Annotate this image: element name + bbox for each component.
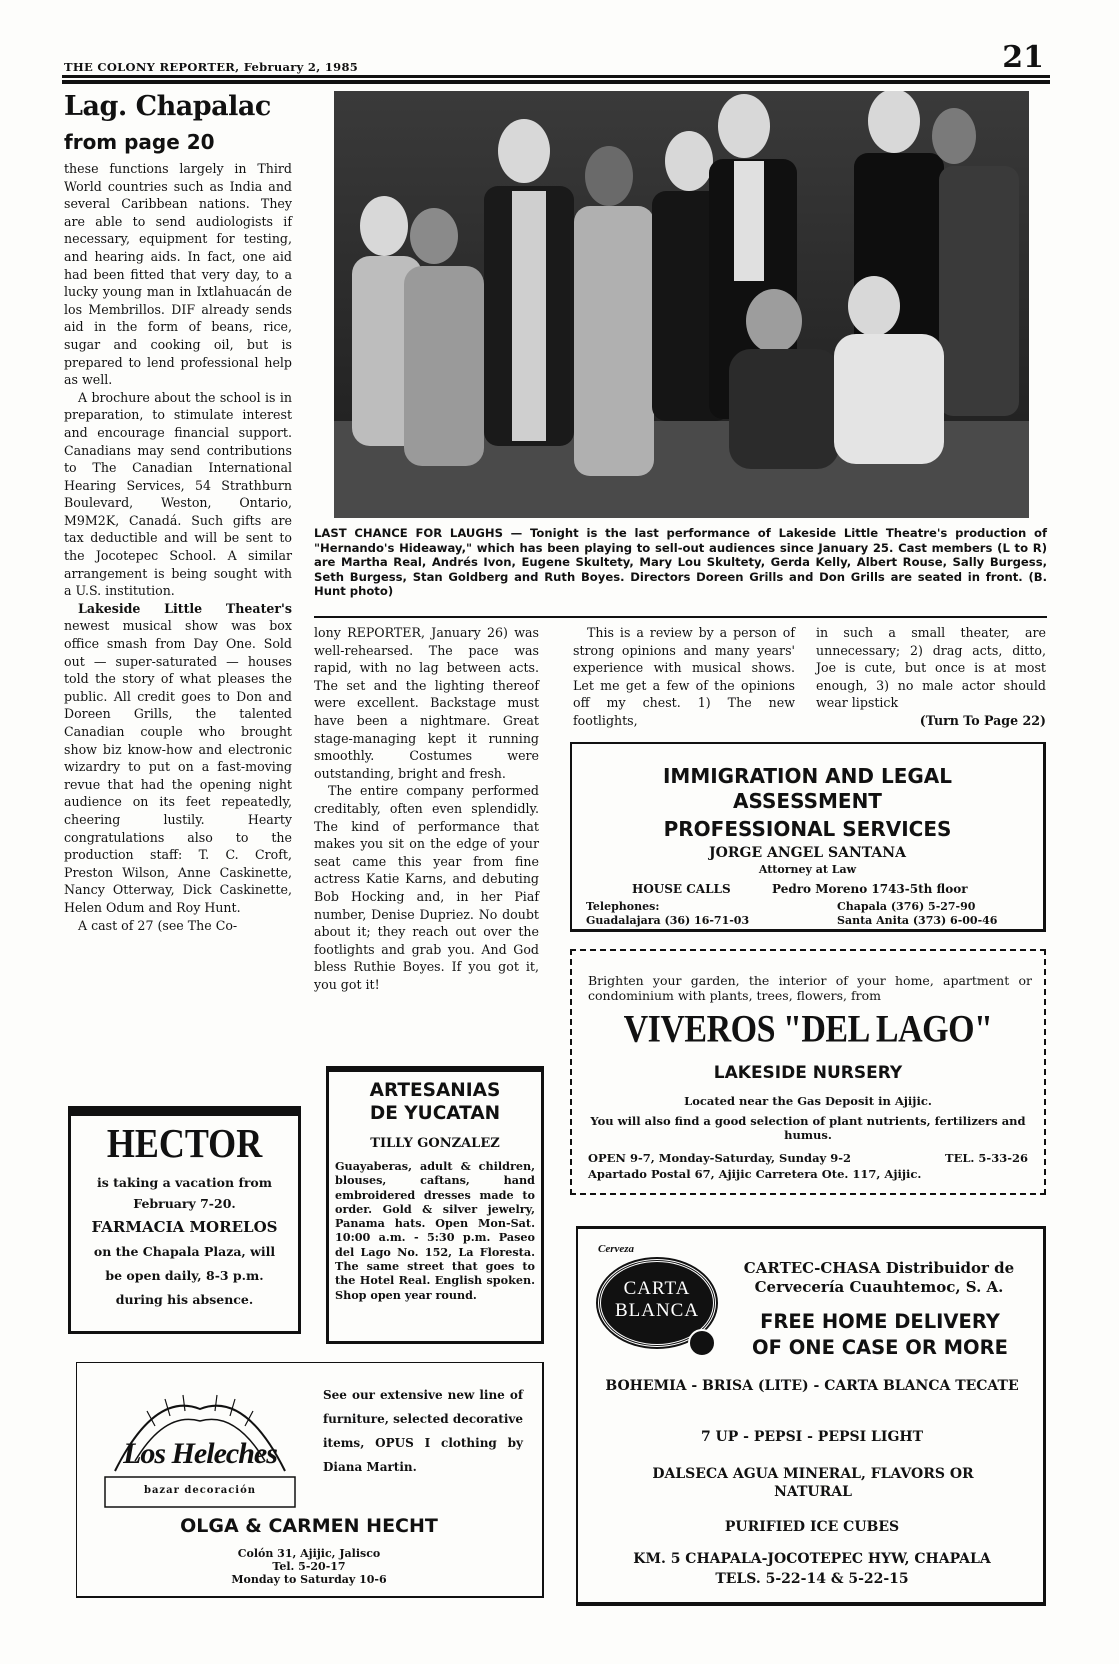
brand-top: Cerveza: [598, 1243, 635, 1255]
heleches-logo: [95, 1381, 305, 1511]
paragraph: lony REPORTER, January 26) was well-rehearsed. The pace was rapid, with no lag between acts. The set and the lighting thereof were excellent. Backstage must have been a nightmare. Great stage-managing kept it running smoothly. Costumes were outstanding, bright and fresh.: [314, 625, 539, 781]
logo-line: CARTA: [623, 1278, 691, 1299]
nursery-subtitle: LAKESIDE NURSERY: [713, 1063, 903, 1083]
heleches-hours: Monday to Saturday 10-6: [231, 1573, 387, 1586]
paragraph: A cast of 27 (see The Co-: [78, 917, 238, 933]
distributor-address: KM. 5 CHAPALA-JOCOTEPEC HYW, CHAPALA: [633, 1551, 991, 1567]
nursery-hours: OPEN 9-7, Monday-Saturday, Sunday 9-2: [588, 1151, 851, 1165]
logo-subtext: bazar decoración: [143, 1485, 257, 1496]
beer-list: BOHEMIA - BRISA (LITE) - CARTA BLANCA TECATE: [605, 1378, 1019, 1394]
logo-text: Los Heleches: [123, 1437, 277, 1470]
ad-hector: [68, 1106, 301, 1334]
attorney-name: JORGE ANGEL SANTANA: [709, 845, 906, 861]
hector-line: February 7-20.: [133, 1196, 236, 1211]
hector-name: HECTOR: [106, 1120, 263, 1166]
header-rule: [62, 75, 1050, 78]
ad-los-heleches: [76, 1362, 544, 1598]
publication-line: THE COLONY REPORTER, February 2, 1985: [64, 60, 359, 74]
paragraph: these functions largely in Third World countries such as India and several Caribbean nations. They are able to send audiologists if necessary, equipment for testing, and hearing aids. In fact, one aid had been fitted that very day, to a lucky young man in Ixtlahuacán de los Membrillos. DIF already sends aid in the form of beans, rice, sugar and cooking oil, but is prepared to lend professional help as well.: [64, 161, 292, 388]
paragraph: newest musical show was box office smash from Day One. Sold out — super-saturated — houses told the story of what pleases the public. All credit goes to Don and Doreen Grills, the talented Canadian couple who brought show biz know-how and electronic wizardry to put on a fast-moving revue that had the opening night audience on its feet repeatedly, cheering lustily. Hearty congratulations also to the production staff: T. C. Croft, Preston Wilson, Anne Caskinette, Nancy Otterway, Dick Caskinette, Helen Odum and Roy Hunt.: [64, 618, 292, 915]
ad-viveros: [570, 949, 1046, 1195]
article-column-1: [64, 160, 292, 934]
ad-title-line: PROFESSIONAL SERVICES: [663, 817, 952, 841]
delivery-line: OF ONE CASE OR MORE: [752, 1336, 1008, 1359]
telephones-label: Telephones:: [586, 900, 660, 913]
ad-immigration: [570, 742, 1046, 932]
nursery-location: Located near the Gas Deposit in Ajijic.: [684, 1094, 932, 1108]
hector-line: during his absence.: [115, 1292, 254, 1307]
ad-title-line: IMMIGRATION AND LEGAL: [662, 764, 953, 788]
continuation-note: (Turn To Page 22): [919, 712, 1046, 728]
paragraph-lead: Lakeside Little Theater's: [78, 600, 292, 616]
logo-line: BLANCA: [614, 1300, 700, 1321]
article-headline: Lag. Chapalac: [64, 91, 271, 122]
crest-icon: [688, 1329, 716, 1357]
delivery-line: FREE HOME DELIVERY: [760, 1310, 1000, 1333]
ad-carta-blanca: [576, 1226, 1046, 1606]
nursery-name: VIVEROS "DEL LAGO": [623, 1008, 993, 1051]
office-address: Pedro Moreno 1743-5th floor: [772, 882, 968, 896]
article-column-4: [816, 624, 1046, 730]
article-subhead: from page 20: [64, 130, 215, 154]
attorney-title: Attorney at Law: [758, 863, 857, 876]
water-list: DALSECA AGUA MINERAL, FLAVORS OR NATURAL: [652, 1466, 974, 1500]
ad-artesanias: [326, 1066, 544, 1344]
photo-caption: [314, 526, 1047, 599]
shop-name-line: DE YUCATAN: [369, 1103, 501, 1124]
shop-owner: TILLY GONZALEZ: [370, 1136, 500, 1151]
hector-line: is taking a vacation from: [97, 1175, 272, 1190]
photo-illustration: [334, 91, 1029, 518]
header-rule-thick: [62, 80, 1050, 84]
caption-text: Tonight is the last performance of Lakeside Little Theatre's production of "Hernando's Hideaway," which has been playing to sell-out audiences since January 25. Cast members (L to R) are Martha Real, Andrés Ivon, Eugene Skultety, Mary Lou Skultety, Gerda Kelly, Albert Rouse, Sally Burgess, Seth Burgess, Stan Goldberg and Ruth Boyes. Directors Doreen Grills and Don Grills are seated in front. (B. Hunt photo): [314, 526, 1047, 599]
distributor-tel: TELS. 5-22-14 & 5-22-15: [715, 1571, 909, 1587]
tel-guadalajara: Guadalajara (36) 16-71-03: [586, 914, 750, 927]
caption-rule: [314, 616, 1047, 618]
soda-list: 7 UP - PEPSI - PEPSI LIGHT: [700, 1429, 924, 1445]
ice-line: PURIFIED ICE CUBES: [724, 1519, 900, 1535]
tel-santa-anita: Santa Anita (373) 6-00-46: [837, 914, 998, 927]
paragraph: A brochure about the school is in preparation, to stimulate interest and encourage financial support. Canadians may send contributions to The Canadian International Hearing Services, 54 Strathburn Boulevard, Weston, Ontario, M9M2K, Canadá. Such gifts are tax deductible and will be sent to the Jocotepec School. A similar arrangement is being sought with a U.S. institution.: [64, 389, 292, 599]
paragraph: The entire company performed creditably, often even splendidly. The kind of performance that makes you sit on the edge of your seat came this year from fine actress Katie Karns, and debuting Bob Hocking and, in her Piaf number, Denise Dupriez. No doubt about it; they reach out over the footlights and grab you. And God bless Ruthie Boyes. If you got it, you got it!: [314, 783, 539, 992]
heleches-address: Colón 31, Ajijic, Jalisco: [237, 1547, 381, 1560]
paragraph: in such a small theater, are unnecessary; 2) drag acts, ditto, Joe is cute, but once is at most enough, 3) no male actor should wear lipstick: [816, 625, 1046, 711]
caption-lead: LAST CHANCE FOR LAUGHS —: [314, 526, 523, 540]
ad-intro: Brighten your garden, the interior of your home, apartment or condominium with plants, trees, flowers, from: [588, 973, 1032, 1003]
nursery-tel: TEL. 5-33-26: [945, 1151, 1028, 1165]
theater-cast-photo: [334, 91, 1029, 518]
paragraph: This is a review by a person of strong opinions and many years' experience with musical shows. Let me get a few of the opinions off my chest. 1) The new footlights,: [573, 625, 795, 728]
shop-name-line: ARTESANIAS: [369, 1080, 501, 1101]
heleches-tel: Tel. 5-20-17: [272, 1560, 346, 1573]
house-calls: HOUSE CALLS: [632, 882, 731, 896]
page-header: [62, 40, 1050, 84]
heleches-owners: OLGA & CARMEN HECHT: [180, 1515, 438, 1537]
nursery-address: Apartado Postal 67, Ajijic Carretera Ote. 117, Ajijic.: [588, 1167, 922, 1181]
article-column-2: [314, 624, 539, 993]
pharmacy-name: FARMACIA MORELOS: [91, 1218, 278, 1236]
page-number: 21: [1002, 40, 1044, 75]
article-column-3: [573, 624, 795, 730]
hector-line: on the Chapala Plaza, will: [93, 1244, 276, 1259]
distributor: CARTEC-CHASA Distribuidor de Cervecería Cuauhtemoc, S. A.: [743, 1259, 1015, 1296]
nursery-extra: You will also find a good selection of plant nutrients, fertilizers and humus.: [590, 1114, 1026, 1142]
tel-chapala: Chapala (376) 5-27-90: [837, 900, 976, 913]
shop-description: Guayaberas, adult & children, blouses, caftans, hand embroidered dresses made to order. Gold & silver jewelry, Panama hats. Open Mon-Sat. 10:00 a.m. - 5:30 p.m. Paseo del Lago No. 152, La Floresta. The same street that goes to the Hotel Real. English spoken. Shop open year round.: [335, 1159, 535, 1302]
heleches-description: See our extensive new line of furniture, selected decorative items, OPUS I clothing by Diana Martin.: [323, 1388, 523, 1474]
hector-line: be open daily, 8-3 p.m.: [105, 1268, 264, 1283]
ad-title-line: ASSESSMENT: [733, 789, 882, 813]
